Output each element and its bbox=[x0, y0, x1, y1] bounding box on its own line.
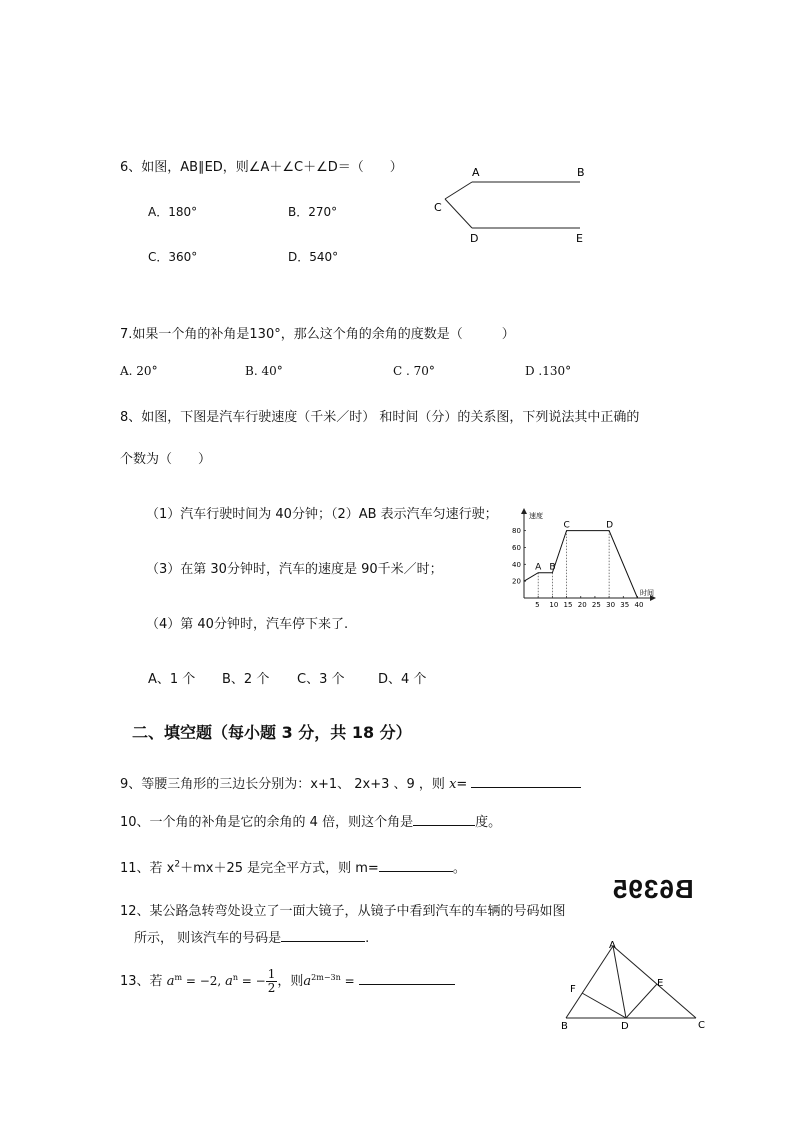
chart-y-arrow bbox=[521, 508, 527, 514]
seg-ed bbox=[626, 984, 657, 1018]
y-tick-label: 80 bbox=[512, 527, 521, 536]
q6-option-a: A．180° bbox=[148, 205, 198, 219]
q13-eq1: = −2, bbox=[182, 974, 226, 989]
tri-label-c: C bbox=[698, 1020, 705, 1030]
q9-answer-blank[interactable] bbox=[471, 774, 581, 788]
x-tick-label: 5 bbox=[535, 601, 540, 609]
x-tick-label: 15 bbox=[563, 601, 573, 609]
q13-prefix: 13、若 bbox=[120, 974, 163, 990]
q8-stem-line2: 个数为（ ） bbox=[120, 452, 212, 467]
q9-variable: x bbox=[449, 777, 457, 792]
chart-x-label: 时间 bbox=[640, 589, 654, 597]
q6-stem: 6、如图，AB∥ED，则∠A＋∠C＋∠D＝（ ） bbox=[120, 160, 403, 175]
q13-fraction bbox=[266, 968, 278, 995]
x-tick-label: 30 bbox=[606, 601, 616, 609]
triangle-figure bbox=[560, 938, 710, 1030]
section2-title: 二、填空题（每小题 3 分，共 18 分） bbox=[132, 723, 412, 742]
q12-line2 bbox=[134, 928, 369, 947]
mirrored-plate-number: B6395 bbox=[612, 874, 694, 904]
point-label-b: B bbox=[549, 562, 556, 573]
x-tick-label: 25 bbox=[591, 601, 601, 609]
q11-mid: ＋mx＋25 是完全平方式，则 m= bbox=[180, 861, 379, 876]
seg-ad bbox=[613, 946, 626, 1018]
q10-text: 10、一个角的补角是它的余角的 4 倍，则这个角是 bbox=[120, 815, 414, 830]
q7-option-b: B. 40° bbox=[245, 364, 283, 378]
q6-option-b: B．270° bbox=[288, 205, 338, 219]
q10-suffix: 度。 bbox=[475, 815, 502, 830]
q13-answer-blank[interactable] bbox=[359, 971, 455, 985]
q13-base-a2: a bbox=[225, 974, 233, 990]
label-e: E bbox=[576, 232, 583, 245]
q6-parallel-lines-figure bbox=[430, 162, 600, 252]
line-ac bbox=[445, 182, 472, 199]
tri-label-e: E bbox=[657, 978, 664, 989]
q13-denominator: 2 bbox=[267, 981, 276, 996]
y-tick-label: 20 bbox=[512, 577, 521, 586]
q9-text: 9、等腰三角形的三边长分别为：x+1、 2x+3 、9 ，则 bbox=[120, 777, 445, 792]
q12-line1: 12、某公路急转弯处设立了一面大镜子，从镜子中看到汽车的车辆的号码如图 bbox=[120, 904, 566, 919]
q11-exponent: 2 bbox=[174, 859, 181, 870]
seg-fd bbox=[582, 993, 626, 1018]
tri-label-d: D bbox=[621, 1021, 629, 1030]
q11-prefix: 11、若 x bbox=[120, 861, 175, 876]
q7-option-d: D .130° bbox=[525, 364, 572, 378]
q13-line bbox=[120, 968, 455, 1008]
q13-base-a3: a bbox=[303, 974, 312, 990]
seg-ac bbox=[613, 946, 696, 1018]
line-cd bbox=[445, 199, 472, 228]
q7-stem: 7.如果一个角的补角是130°，那么这个角的余角的度数是（ ） bbox=[120, 327, 515, 342]
q6-option-c: C．360° bbox=[148, 250, 198, 264]
y-tick-label: 60 bbox=[512, 543, 521, 552]
q8-option-d: D、4 个 bbox=[378, 672, 427, 687]
q11-suffix: 。 bbox=[452, 861, 466, 876]
q9-line bbox=[120, 774, 581, 793]
x-tick-label: 40 bbox=[634, 601, 644, 609]
q13-eq2: = − bbox=[237, 974, 266, 989]
q11-line bbox=[120, 858, 466, 877]
speed-time-chart bbox=[508, 506, 663, 621]
q8-option-b: B、2 个 bbox=[222, 672, 270, 687]
q10-answer-blank[interactable] bbox=[413, 812, 475, 826]
q8-statement-4: （4）第 40分钟时，汽车停下来了. bbox=[146, 617, 349, 632]
y-tick-label: 40 bbox=[512, 560, 521, 569]
q13-exp2: 2m−3n bbox=[311, 972, 341, 982]
q8-statement-3: （3）在第 30分钟时，汽车的速度是 90千米／时； bbox=[146, 562, 443, 577]
q12-suffix: . bbox=[365, 931, 370, 946]
point-label-c: C bbox=[563, 520, 570, 531]
x-tick-label: 10 bbox=[549, 601, 559, 609]
q7-option-a: A. 20° bbox=[120, 364, 158, 378]
q12-line2-text: 所示， 则该汽车的号码是 bbox=[134, 931, 282, 946]
tri-label-f: F bbox=[570, 984, 576, 995]
label-a: A bbox=[472, 166, 480, 179]
q11-answer-blank[interactable] bbox=[379, 858, 453, 872]
label-d: D bbox=[470, 232, 479, 245]
q13-numerator: 1 bbox=[267, 967, 276, 981]
tri-label-a: A bbox=[609, 940, 616, 951]
x-tick-label: 35 bbox=[620, 601, 630, 609]
tri-label-b: B bbox=[561, 1021, 568, 1030]
q9-equals: = bbox=[456, 777, 468, 792]
q13-then: ，则 bbox=[277, 974, 304, 990]
q8-option-a: A、1 个 bbox=[148, 672, 196, 687]
q13-base-a1: a bbox=[166, 974, 175, 990]
q13-eq3: = bbox=[340, 974, 355, 989]
chart-y-label: 速度 bbox=[529, 512, 543, 520]
q10-line bbox=[120, 812, 501, 831]
q8-statement-1-2: （1）汽车行驶时间为 40分钟；（2）AB 表示汽车匀速行驶； bbox=[146, 507, 498, 522]
q13-exp-n: n bbox=[232, 972, 238, 982]
q8-stem-line1: 8、如图，下图是汽车行驶速度（千米／时） 和时间（分）的关系图，下列说法其中正确的 bbox=[120, 410, 640, 425]
seg-ab bbox=[566, 946, 613, 1018]
q8-option-c: C、3 个 bbox=[297, 672, 345, 687]
label-c: C bbox=[434, 201, 442, 214]
q7-option-c: C . 70° bbox=[393, 364, 435, 378]
point-label-a: A bbox=[535, 562, 542, 573]
q13-exp-m: m bbox=[174, 972, 183, 982]
point-label-d: D bbox=[606, 520, 614, 531]
q12-answer-blank[interactable] bbox=[281, 928, 365, 942]
q6-option-d: D．540° bbox=[288, 250, 339, 264]
x-tick-label: 20 bbox=[577, 601, 587, 609]
label-b: B bbox=[577, 166, 585, 179]
